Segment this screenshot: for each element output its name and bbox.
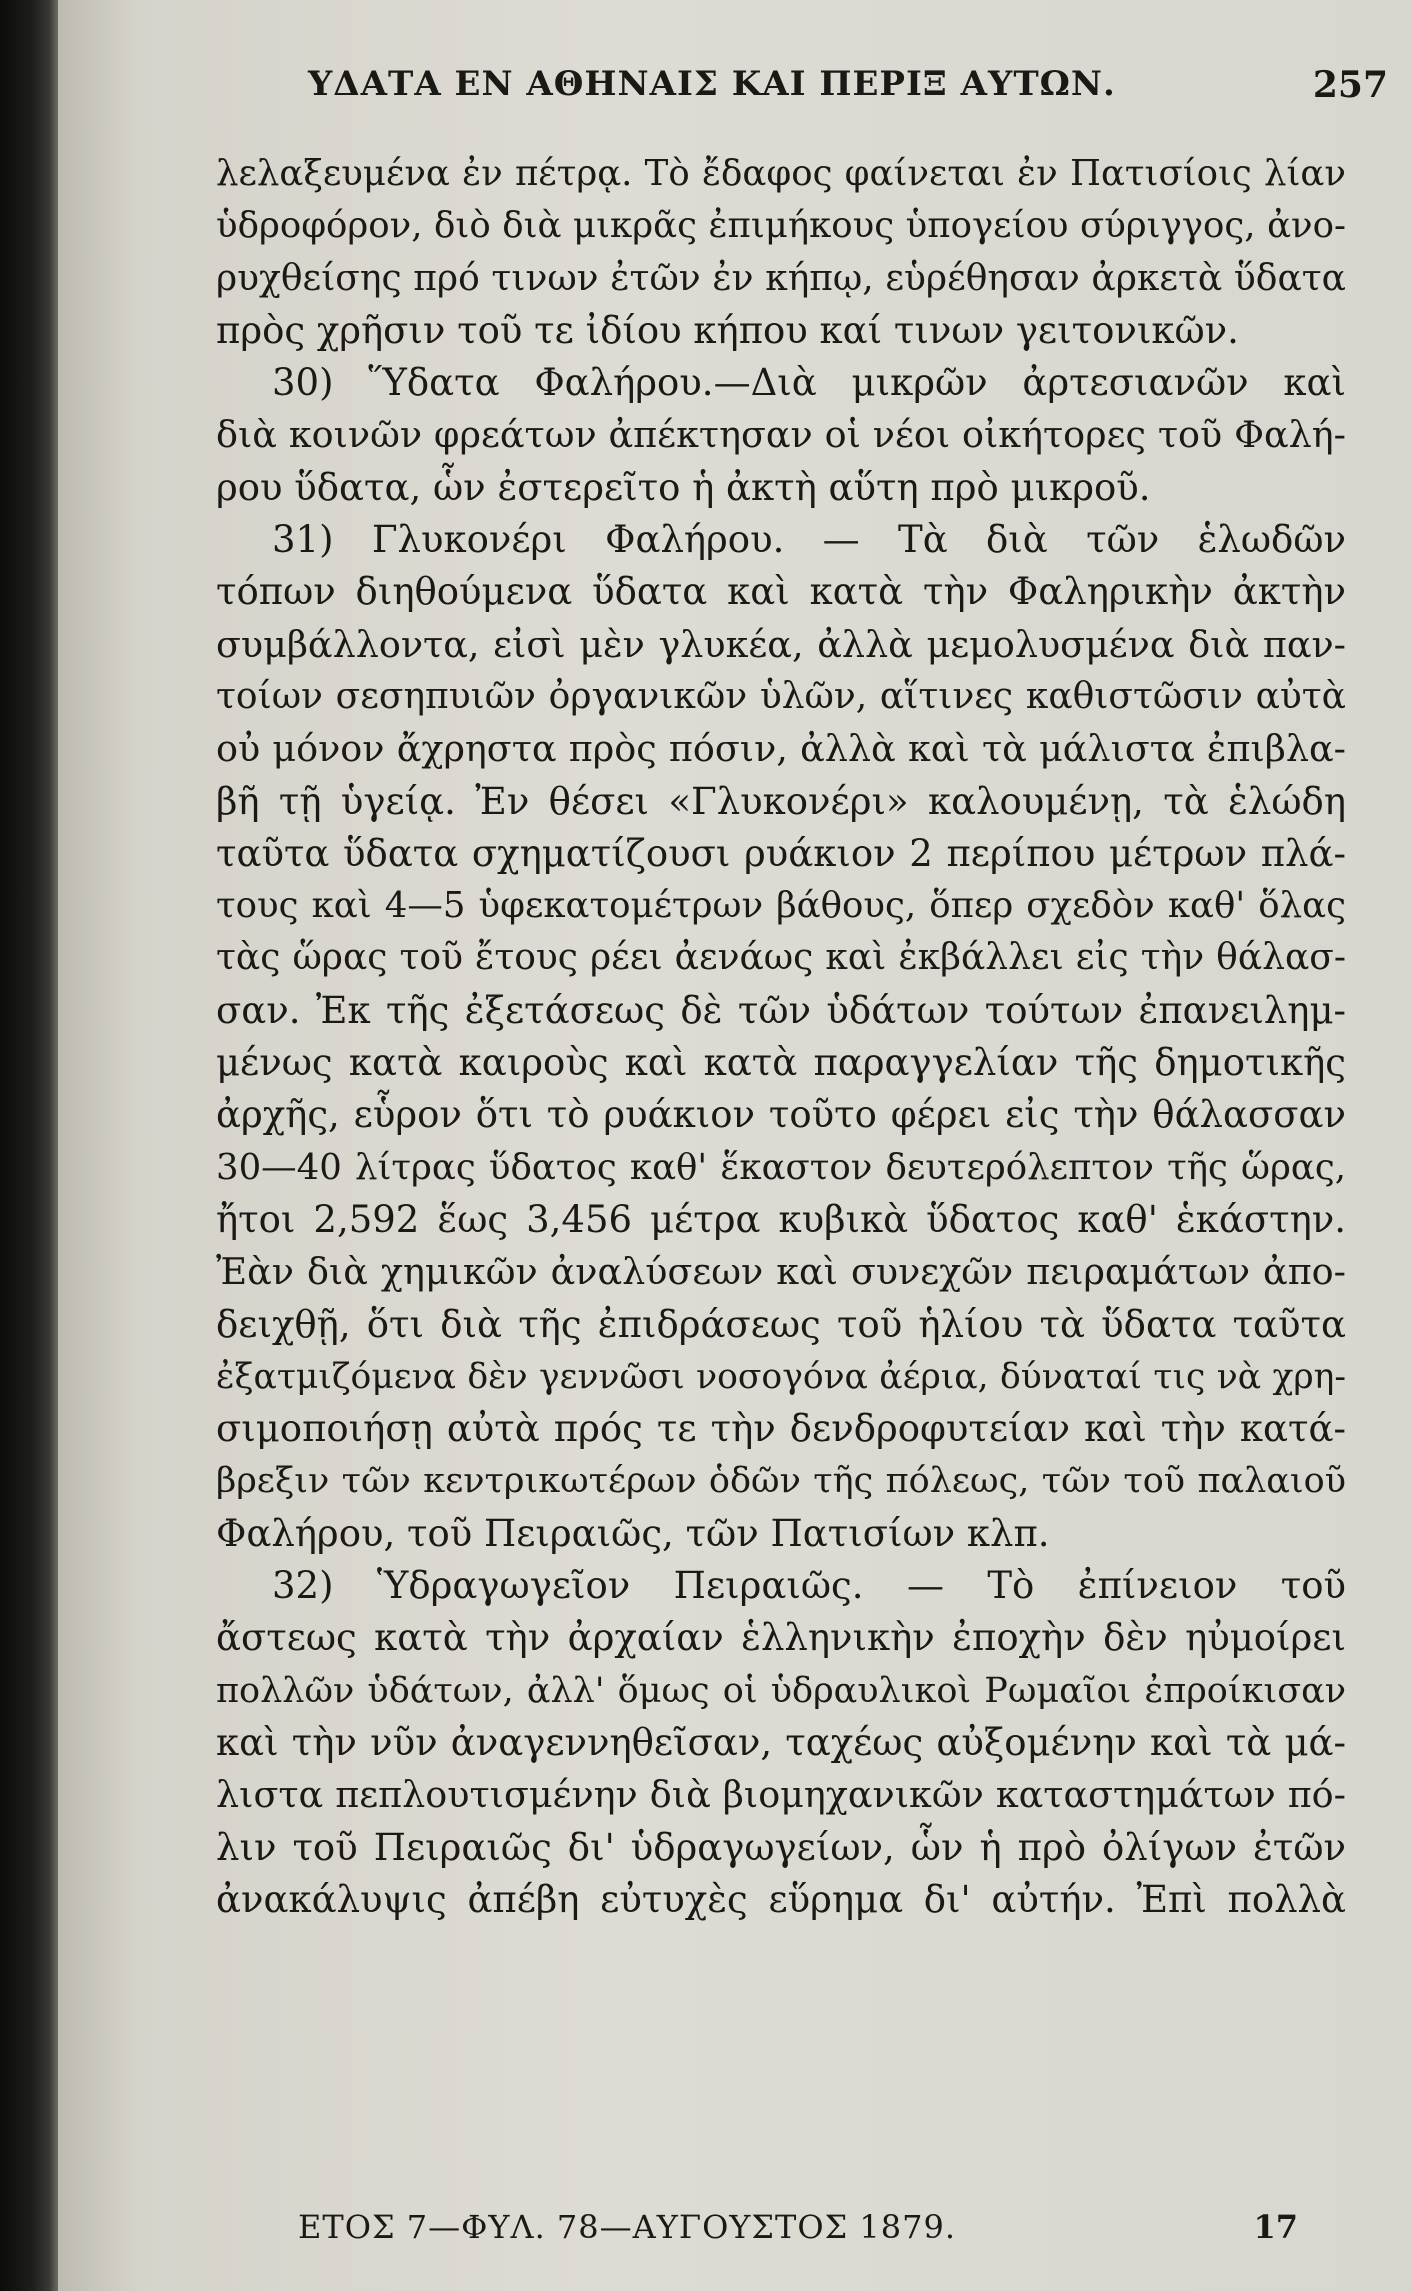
book-binding-shadow bbox=[0, 0, 58, 2291]
text-line: σαν. Ἐκ τῆς ἐξετάσεως δὲ τῶν ὑδάτων τούτων ἐπανειλημ- bbox=[216, 988, 1346, 1032]
text-line: τοίων σεσηπυιῶν ὀργανικῶν ὑλῶν, αἵτινες καθιστῶσιν αὐτὰ bbox=[216, 675, 1346, 717]
text-line: σιμοποιήσῃ αὐτὰ πρός τε τὴν δενδροφυτείαν καὶ τὴν κατά- bbox=[216, 1407, 1346, 1451]
footer-signature: ΕΤΟΣ 7—ΦΥΛ. 78—ΑΥΓΟΥΣΤΟΣ 1879. bbox=[298, 2208, 957, 2246]
text-line: πρὸς χρῆσιν τοῦ τε ἰδίου κήπου καί τινων γειτονικῶν. bbox=[216, 308, 1239, 352]
text-line: βῆ τῇ ὑγείᾳ. Ἐν θέσει «Γλυκονέρι» καλουμένῃ, τὰ ἑλώδη bbox=[216, 779, 1346, 823]
running-title: ΥΔΑΤΑ ΕΝ ΑΘΗΝΑΙΣ ΚΑΙ ΠΕΡΙΞ ΑΥΤΩΝ. bbox=[308, 64, 1116, 104]
text-line: ἀνακάλυψις ἀπέβη εὐτυχὲς εὕρημα δι' αὐτήν. Ἐπὶ πολλὰ bbox=[216, 1877, 1346, 1921]
text-line: διὰ κοινῶν φρεάτων ἀπέκτησαν οἱ νέοι οἰκήτορες τοῦ Φαλή- bbox=[216, 413, 1346, 457]
text-line: μένως κατὰ καιροὺς καὶ κατὰ παραγγελίαν τῆς δημοτικῆς bbox=[216, 1041, 1346, 1085]
text-line: ἄστεως κατὰ τὴν ἀρχαίαν ἑλληνικὴν ἐποχὴν δὲν ηὐμοίρει bbox=[216, 1616, 1346, 1660]
text-line: ἤτοι 2,592 ἕως 3,456 μέτρα κυβικὰ ὕδατος καθ' ἑκάστην. bbox=[216, 1197, 1346, 1241]
text-line: 30—40 λίτρας ὕδατος καθ' ἕκαστον δευτερόλεπτον τῆς ὥρας, bbox=[216, 1146, 1346, 1188]
text-line: βρεξιν τῶν κεντρικωτέρων ὁδῶν τῆς πόλεως, τῶν τοῦ παλαιοῦ bbox=[216, 1461, 1346, 1502]
page-number: 257 bbox=[1312, 64, 1388, 106]
text-line: ἀρχῆς, εὗρον ὅτι τὸ ρυάκιον τοῦτο φέρει εἰς τὴν θάλασσαν bbox=[216, 1093, 1346, 1137]
text-line: ρυχθείσης πρό τινων ἐτῶν ἐν κήπῳ, εὑρέθησαν ἀρκετὰ ὕδατα bbox=[216, 257, 1346, 299]
text-line: καὶ τὴν νῦν ἀναγεννηθεῖσαν, ταχέως αὐξομένην καὶ τὰ μά- bbox=[216, 1720, 1346, 1764]
page-header bbox=[308, 64, 1398, 120]
text-line: λελαξευμένα ἐν πέτρᾳ. Τὸ ἔδαφος φαίνεται ἐν Πατισίοις λίαν bbox=[216, 153, 1346, 194]
text-line: δειχθῇ, ὅτι διὰ τῆς ἐπιδράσεως τοῦ ἡλίου τὰ ὕδατα ταῦτα bbox=[216, 1302, 1346, 1346]
text-line: οὐ μόνον ἄχρηστα πρὸς πόσιν, ἀλλὰ καὶ τὰ μάλιστα ἐπιβλα- bbox=[216, 727, 1346, 771]
text-line: ρου ὕδατα, ὧν ἐστερεῖτο ἡ ἀκτὴ αὕτη πρὸ μικροῦ. bbox=[216, 465, 1151, 509]
text-line: συμβάλλοντα, εἰσὶ μὲν γλυκέα, ἀλλὰ μεμολυσμένα διὰ παν- bbox=[216, 622, 1346, 666]
body-text bbox=[216, 148, 1346, 1926]
text-line: λιστα πεπλουτισμένην διὰ βιομηχανικῶν καταστημάτων πό- bbox=[216, 1773, 1346, 1817]
section-heading-line: 30) Ὕδατα Φαλήρου.—Διὰ μικρῶν ἀρτεσιανῶν καὶ bbox=[272, 361, 1346, 405]
text-line: πολλῶν ὑδάτων, ἀλλ' ὅμως οἱ ὑδραυλικοὶ Ρωμαῖοι ἐπροίκισαν bbox=[216, 1670, 1346, 1711]
text-line: λιν τοῦ Πειραιῶς δι' ὑδραγωγείων, ὧν ἡ πρὸ ὀλίγων ἐτῶν bbox=[216, 1825, 1346, 1869]
footer-sheet-number: 17 bbox=[1253, 2208, 1298, 2246]
page-footer bbox=[298, 2208, 1298, 2258]
text-line: Ἐὰν διὰ χημικῶν ἀναλύσεων καὶ συνεχῶν πειραμάτων ἀπο- bbox=[216, 1250, 1346, 1294]
section-heading-line: 32) Ὑδραγωγεῖον Πειραιῶς. — Τὸ ἐπίνειον τοῦ bbox=[272, 1564, 1346, 1608]
text-line: ἐξατμιζόμενα δὲν γεννῶσι νοσογόνα ἀέρια, δύναταί τις νὰ χρη- bbox=[216, 1356, 1346, 1397]
text-line: τόπων διηθούμενα ὕδατα καὶ κατὰ τὴν Φαληρικὴν ἀκτὴν bbox=[216, 570, 1346, 614]
text-line: ὑδροφόρον, διὸ διὰ μικρᾶς ἐπιμήκους ὑπογείου σύριγγος, ἀνο- bbox=[216, 205, 1346, 247]
text-line: τὰς ὥρας τοῦ ἔτους ρέει ἀενάως καὶ ἐκβάλλει εἰς τὴν θάλασ- bbox=[216, 937, 1346, 979]
section-heading-line: 31) Γλυκονέρι Φαλήρου. — Τὰ διὰ τῶν ἑλωδῶν bbox=[272, 518, 1346, 562]
text-line: ταῦτα ὕδατα σχηματίζουσι ρυάκιον 2 περίπου μέτρων πλά- bbox=[216, 831, 1346, 875]
text-line: τους καὶ 4—5 ὑφεκατομέτρων βάθους, ὅπερ σχεδὸν καθ' ὅλας bbox=[216, 885, 1346, 927]
book-page bbox=[58, 0, 1411, 2291]
text-line: Φαλήρου, τοῦ Πειραιῶς, τῶν Πατισίων κλπ. bbox=[216, 1511, 1050, 1555]
